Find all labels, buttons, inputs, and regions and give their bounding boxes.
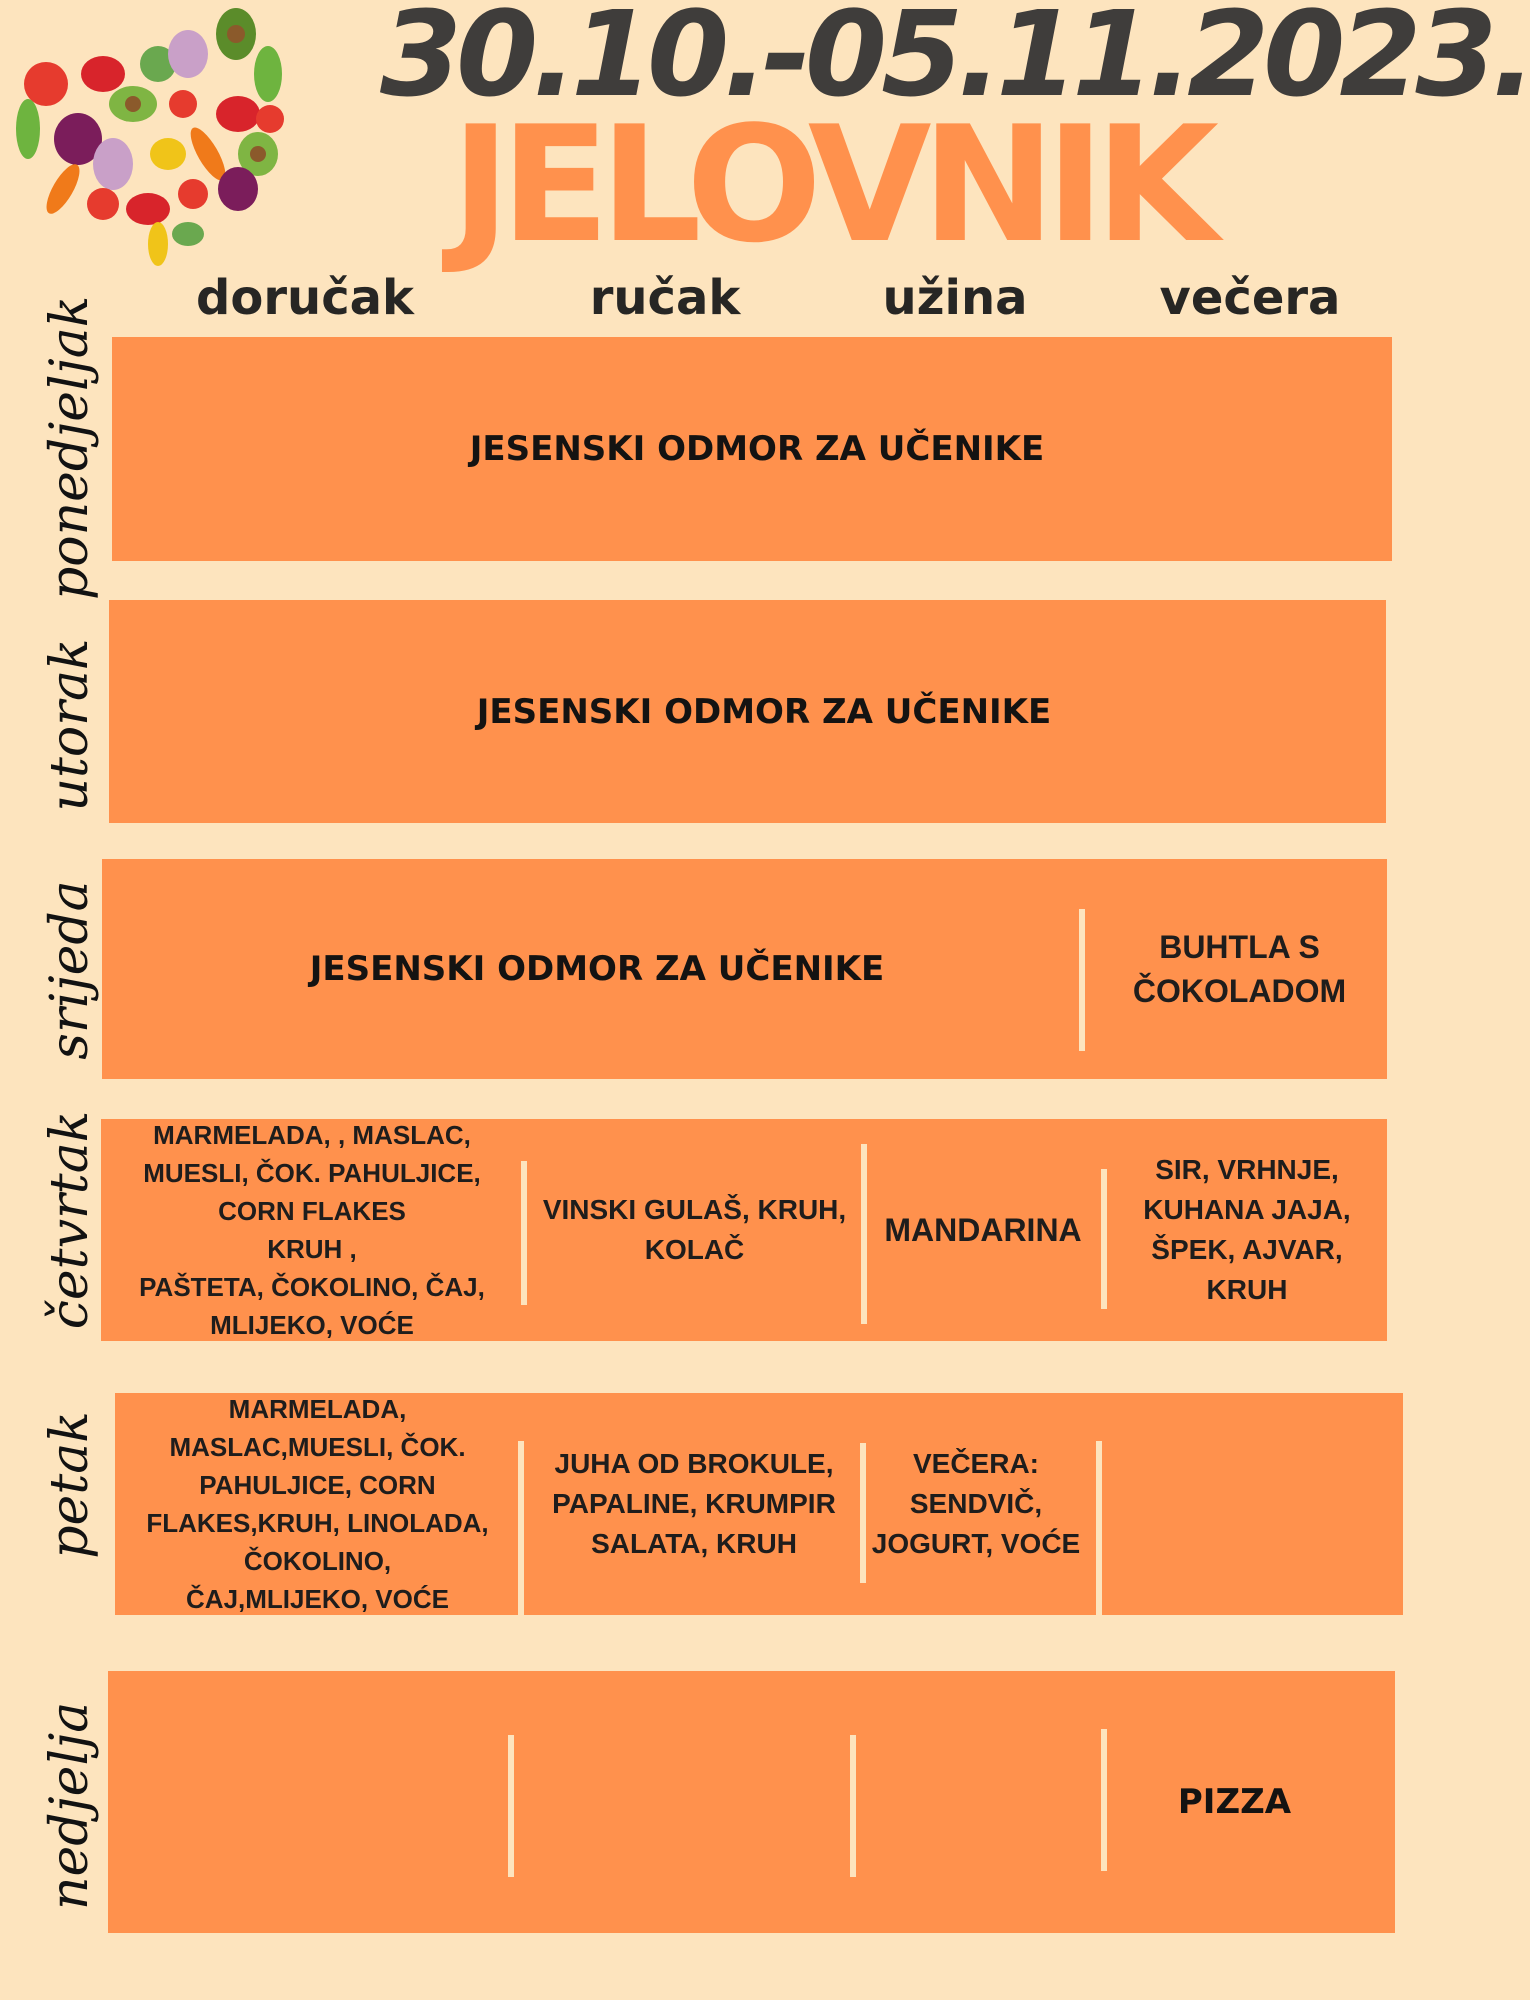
menu-line: PAPALINE, KRUMPIR xyxy=(552,1488,836,1519)
dinner-cell: BUHTLA S ČOKOLADOM xyxy=(1132,929,1347,1009)
menu-line: KRUH , xyxy=(267,1234,357,1264)
menu-line: MASLAC,MUESLI, ČOK. xyxy=(169,1432,466,1462)
menu-line: VEČERA: xyxy=(912,1448,1039,1479)
menu-line: KRUH xyxy=(1206,1274,1288,1305)
menu-line: KOLAČ xyxy=(644,1234,745,1265)
column-header-breakfast: doručak xyxy=(196,270,414,326)
day-label-wednesday: srijeda xyxy=(40,880,100,1060)
column-divider xyxy=(1079,909,1085,1051)
breakfast-cell xyxy=(115,1393,520,1615)
column-header-snack: užina xyxy=(882,270,1028,326)
snack-cell xyxy=(866,1393,1086,1615)
menu-line: SALATA, KRUH xyxy=(591,1528,797,1559)
column-divider xyxy=(850,1735,856,1877)
column-divider xyxy=(508,1735,514,1877)
menu-line: SENDVIČ, xyxy=(909,1488,1043,1519)
menu-line: MUESLI, ČOK. PAHULJICE, xyxy=(143,1158,481,1188)
column-header-dinner: večera xyxy=(1159,270,1341,326)
menu-line: JUHA OD BROKULE, xyxy=(554,1448,834,1479)
menu-line: FLAKES,KRUH, LINOLADA, xyxy=(146,1508,489,1538)
row-thursday xyxy=(101,1119,1387,1341)
menu-line: ČOKOLINO, xyxy=(243,1546,392,1576)
menu-line: SIR, VRHNJE, xyxy=(1155,1154,1339,1185)
day-label-friday: petak xyxy=(40,1411,100,1559)
holiday-note: JESENSKI ODMOR ZA UČENIKE xyxy=(476,691,1052,732)
menu-line: ČAJ,MLIJEKO, VOĆE xyxy=(186,1584,449,1614)
row-monday xyxy=(112,337,1392,561)
page-title: JELOVNIK xyxy=(450,91,1210,278)
menu-line: MARMELADA, xyxy=(228,1394,407,1424)
menu-line: KUHANA JAJA, xyxy=(1143,1194,1351,1225)
menu-line: VINSKI GULAŠ, KRUH, xyxy=(542,1194,847,1225)
day-label-sunday: nedjelja xyxy=(40,1701,100,1910)
menu-line: MLIJEKO, VOĆE xyxy=(210,1310,414,1340)
breakfast-cell xyxy=(101,1119,523,1341)
day-label-tuesday: utorak xyxy=(40,638,100,812)
row-wednesday xyxy=(102,859,1387,1079)
dinner-cell xyxy=(1107,1119,1387,1341)
menu-line: PAHULJICE, CORN xyxy=(199,1470,436,1500)
holiday-note: JESENSKI ODMOR ZA UČENIKE xyxy=(309,949,885,989)
row-friday xyxy=(115,1393,1403,1615)
row-tuesday xyxy=(109,600,1386,823)
menu-line: ŠPEK, AJVAR, xyxy=(1151,1234,1343,1265)
menu-line: MARMELADA, , MASLAC, xyxy=(153,1120,471,1150)
vegetable-heart-icon xyxy=(8,4,288,266)
dinner-cell xyxy=(1102,1393,1402,1615)
holiday-note: JESENSKI ODMOR ZA UČENIKE xyxy=(469,429,1045,469)
day-label-thursday: četvrtak xyxy=(40,1110,100,1330)
dinner-cell: PIZZA xyxy=(1177,1782,1292,1822)
date-range: 30.10.-05.11.2023. xyxy=(380,0,1530,123)
row-sunday xyxy=(108,1671,1395,1933)
lunch-cell xyxy=(527,1119,862,1341)
menu-line: PAŠTETA, ČOKOLINO, ČAJ, xyxy=(139,1272,485,1302)
menu-line: CORN FLAKES xyxy=(218,1196,406,1226)
day-label-monday: ponedjeljak xyxy=(40,295,100,600)
column-header-lunch: ručak xyxy=(589,270,741,326)
lunch-cell xyxy=(524,1393,864,1615)
snack-cell: MANDARINA xyxy=(884,1212,1082,1248)
menu-line: JOGURT, VOĆE xyxy=(871,1528,1081,1559)
